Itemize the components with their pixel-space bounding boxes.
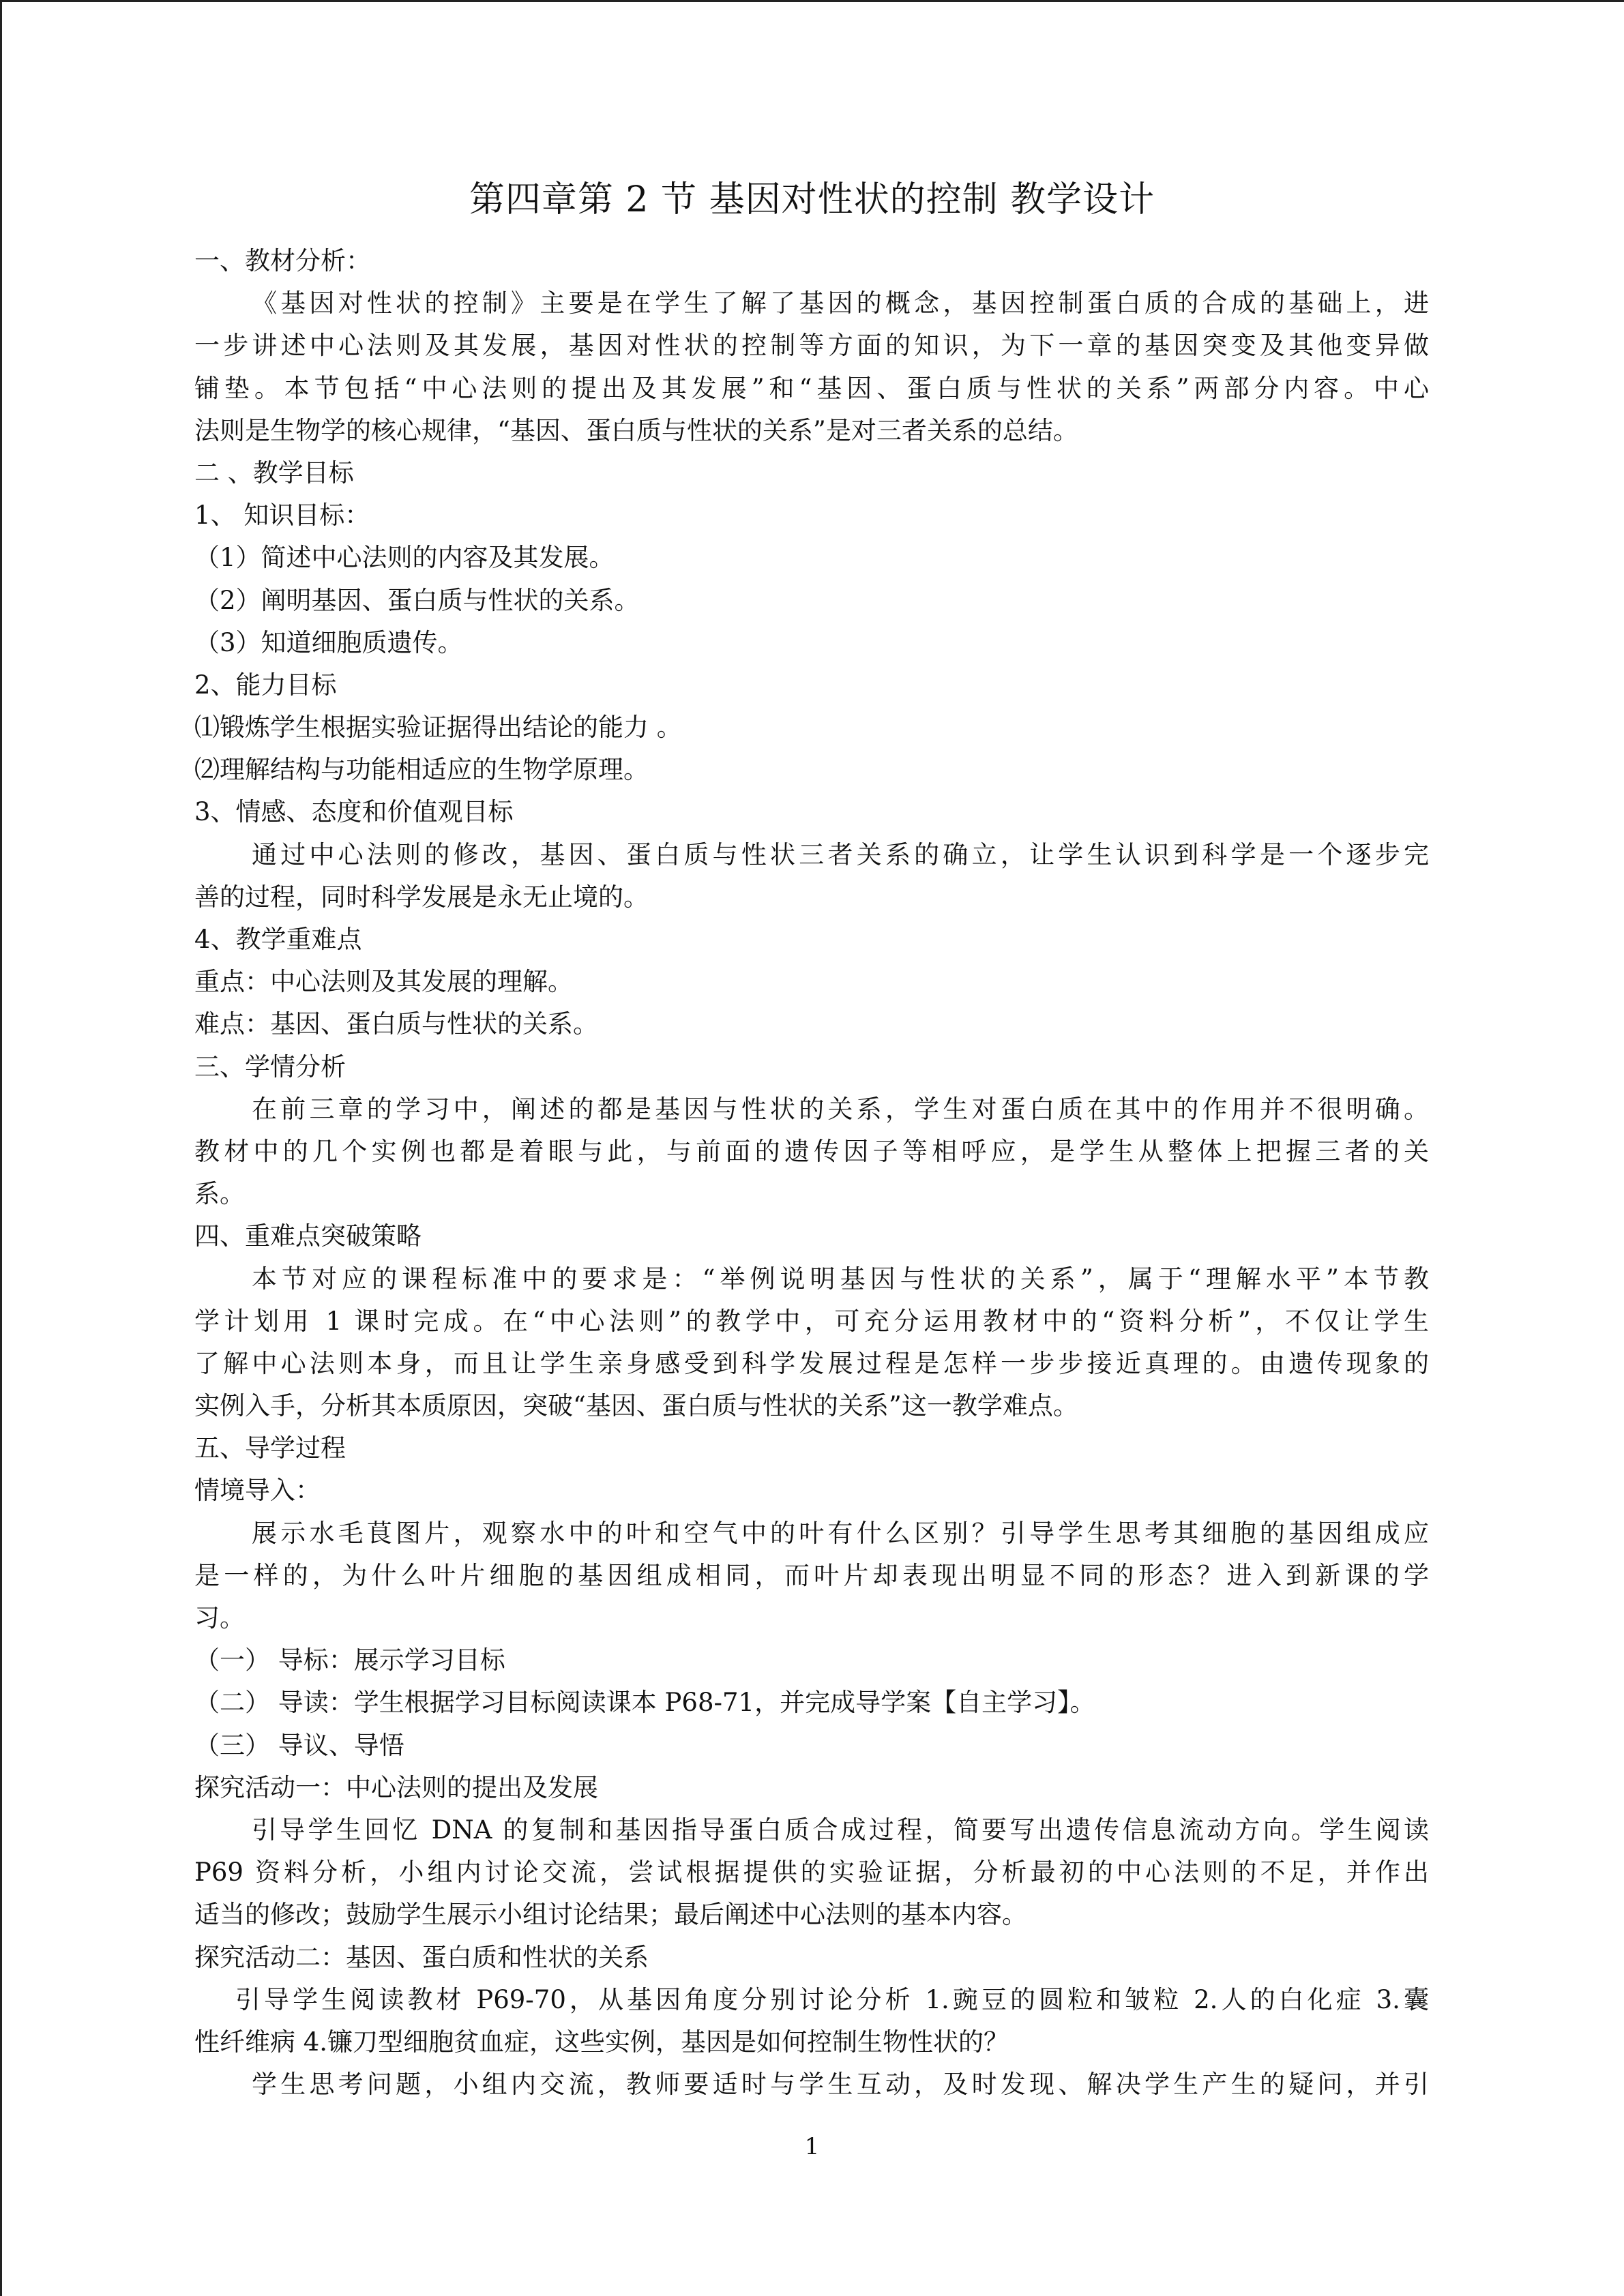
subheading-activity-two: 探究活动二：基因、蛋白质和性状的关系 (194, 1942, 649, 1972)
list-item: （3）知道细胞质遗传。 (194, 627, 463, 657)
paragraph-line: 善的过程，同时科学发展是永无止境的。 (194, 882, 649, 912)
subheading-activity-one: 探究活动一：中心法则的提出及发展 (194, 1772, 598, 1802)
list-item: ⑵理解结构与功能相适应的生物学原理。 (194, 755, 649, 785)
subheading-knowledge-goals: 1、 知识目标： (194, 501, 370, 531)
paragraph-line: 《基因对性状的控制》主要是在学生了解了基因的概念，基因控制蛋白质的合成的基础上，进 (252, 288, 1429, 318)
process-step: （三） 导议、导悟 (194, 1730, 404, 1760)
paragraph-line: 是一样的，为什么叶片细胞的基因组成相同，而叶片却表现出明显不同的形态？进入到新课的学 (194, 1560, 1429, 1590)
list-item: （1）简述中心法则的内容及其发展。 (194, 543, 615, 573)
subheading-ability-goals: 2、能力目标 (194, 670, 337, 700)
section-heading-teaching-goals: 二 、教学目标 (194, 458, 354, 488)
document-body (194, 240, 1429, 2106)
list-item: ⑴锻炼学生根据实验证据得出结论的能力 。 (194, 713, 682, 743)
difficulty-line: 难点：基因、蛋白质与性状的关系。 (194, 1009, 598, 1039)
section-heading-learner-analysis: 三、学情分析 (194, 1052, 346, 1082)
paragraph-line: 一步讲述中心法则及其发展，基因对性状的控制等方面的知识，为下一章的基因突变及其他变异做 (194, 331, 1429, 361)
page-border-top (0, 0, 1624, 2)
section-heading-strategy: 四、重难点突破策略 (194, 1221, 422, 1251)
paragraph-line: 引导学生回忆 DNA 的复制和基因指导蛋白质合成过程，简要写出遗传信息流动方向。学生阅读 (252, 1815, 1429, 1845)
paragraph-line: 法则是生物学的核心规律，“基因、蛋白质与性状的关系”是对三者关系的总结。 (194, 415, 1078, 445)
paragraph-line: P69 资料分析，小组内讨论交流，尝试根据提供的实验证据，分析最初的中心法则的不足，并作出 (194, 1858, 1429, 1888)
paragraph-line: 习。 (194, 1603, 245, 1632)
paragraph-line: 学生思考问题，小组内交流，教师要适时与学生互动，及时发现、解决学生产生的疑问，并引 (252, 2070, 1429, 2100)
paragraph-line: 在前三章的学习中，阐述的都是基因与性状的关系，学生对蛋白质在其中的作用并不很明确。 (252, 1094, 1429, 1124)
paragraph-line: 学计划用 1 课时完成。在“中心法则”的教学中，可充分运用教材中的“资料分析”，不仅让学生 (194, 1306, 1429, 1336)
subheading-introduction: 情境导入： (194, 1476, 321, 1506)
subheading-key-points: 4、教学重难点 (194, 925, 362, 954)
document-title: 第四章第 2 节 基因对性状的控制 教学设计 (469, 179, 1155, 220)
process-step: （一） 导标：展示学习目标 (194, 1645, 505, 1675)
list-item: （2）阐明基因、蛋白质与性状的关系。 (194, 585, 640, 615)
page-border-left (0, 0, 2, 2296)
paragraph-line: 实例入手，分析其本质原因，突破“基因、蛋白质与性状的关系”这一教学难点。 (194, 1391, 1078, 1421)
paragraph-line: 系。 (194, 1179, 245, 1209)
key-point-line: 重点：中心法则及其发展的理解。 (194, 967, 573, 997)
paragraph-line: 引导学生阅读教材 P69-70，从基因角度分别讨论分析 1.豌豆的圆粒和皱粒 2.人的白化症 3.囊 (235, 1984, 1429, 2014)
page-number: 1 (804, 2133, 820, 2160)
paragraph-line: 铺垫。本节包括“中心法则的提出及其发展”和“基因、蛋白质与性状的关系”两部分内容。中心 (194, 373, 1429, 403)
paragraph-line: 教材中的几个实例也都是着眼与此，与前面的遗传因子等相呼应，是学生从整体上把握三者的关 (194, 1136, 1429, 1166)
process-step: （二） 导读：学生根据学习目标阅读课本 P68-71，并完成导学案【自主学习】。 (194, 1688, 1095, 1718)
subheading-attitude-goals: 3、情感、态度和价值观目标 (194, 797, 514, 827)
paragraph-line: 性纤维病 4.镰刀型细胞贫血症，这些实例，基因是如何控制生物性状的？ (194, 2027, 1009, 2057)
paragraph-line: 适当的修改；鼓励学生展示小组讨论结果；最后阐述中心法则的基本内容。 (194, 1900, 1027, 1930)
paragraph-line: 本节对应的课程标准中的要求是：“举例说明基因与性状的关系”，属于“理解水平”本节教 (252, 1264, 1429, 1294)
section-heading-material-analysis: 一、教材分析： (194, 246, 371, 275)
paragraph-line: 了解中心法则本身，而且让学生亲身感受到科学发展过程是怎样一步步接近真理的。由遗传现象的 (194, 1348, 1429, 1378)
paragraph-line: 展示水毛茛图片，观察水中的叶和空气中的叶有什么区别？引导学生思考其细胞的基因组成应 (252, 1518, 1429, 1548)
section-heading-process: 五、导学过程 (194, 1433, 346, 1463)
paragraph-line: 通过中心法则的修改，基因、蛋白质与性状三者关系的确立，让学生认识到科学是一个逐步完 (252, 839, 1429, 869)
